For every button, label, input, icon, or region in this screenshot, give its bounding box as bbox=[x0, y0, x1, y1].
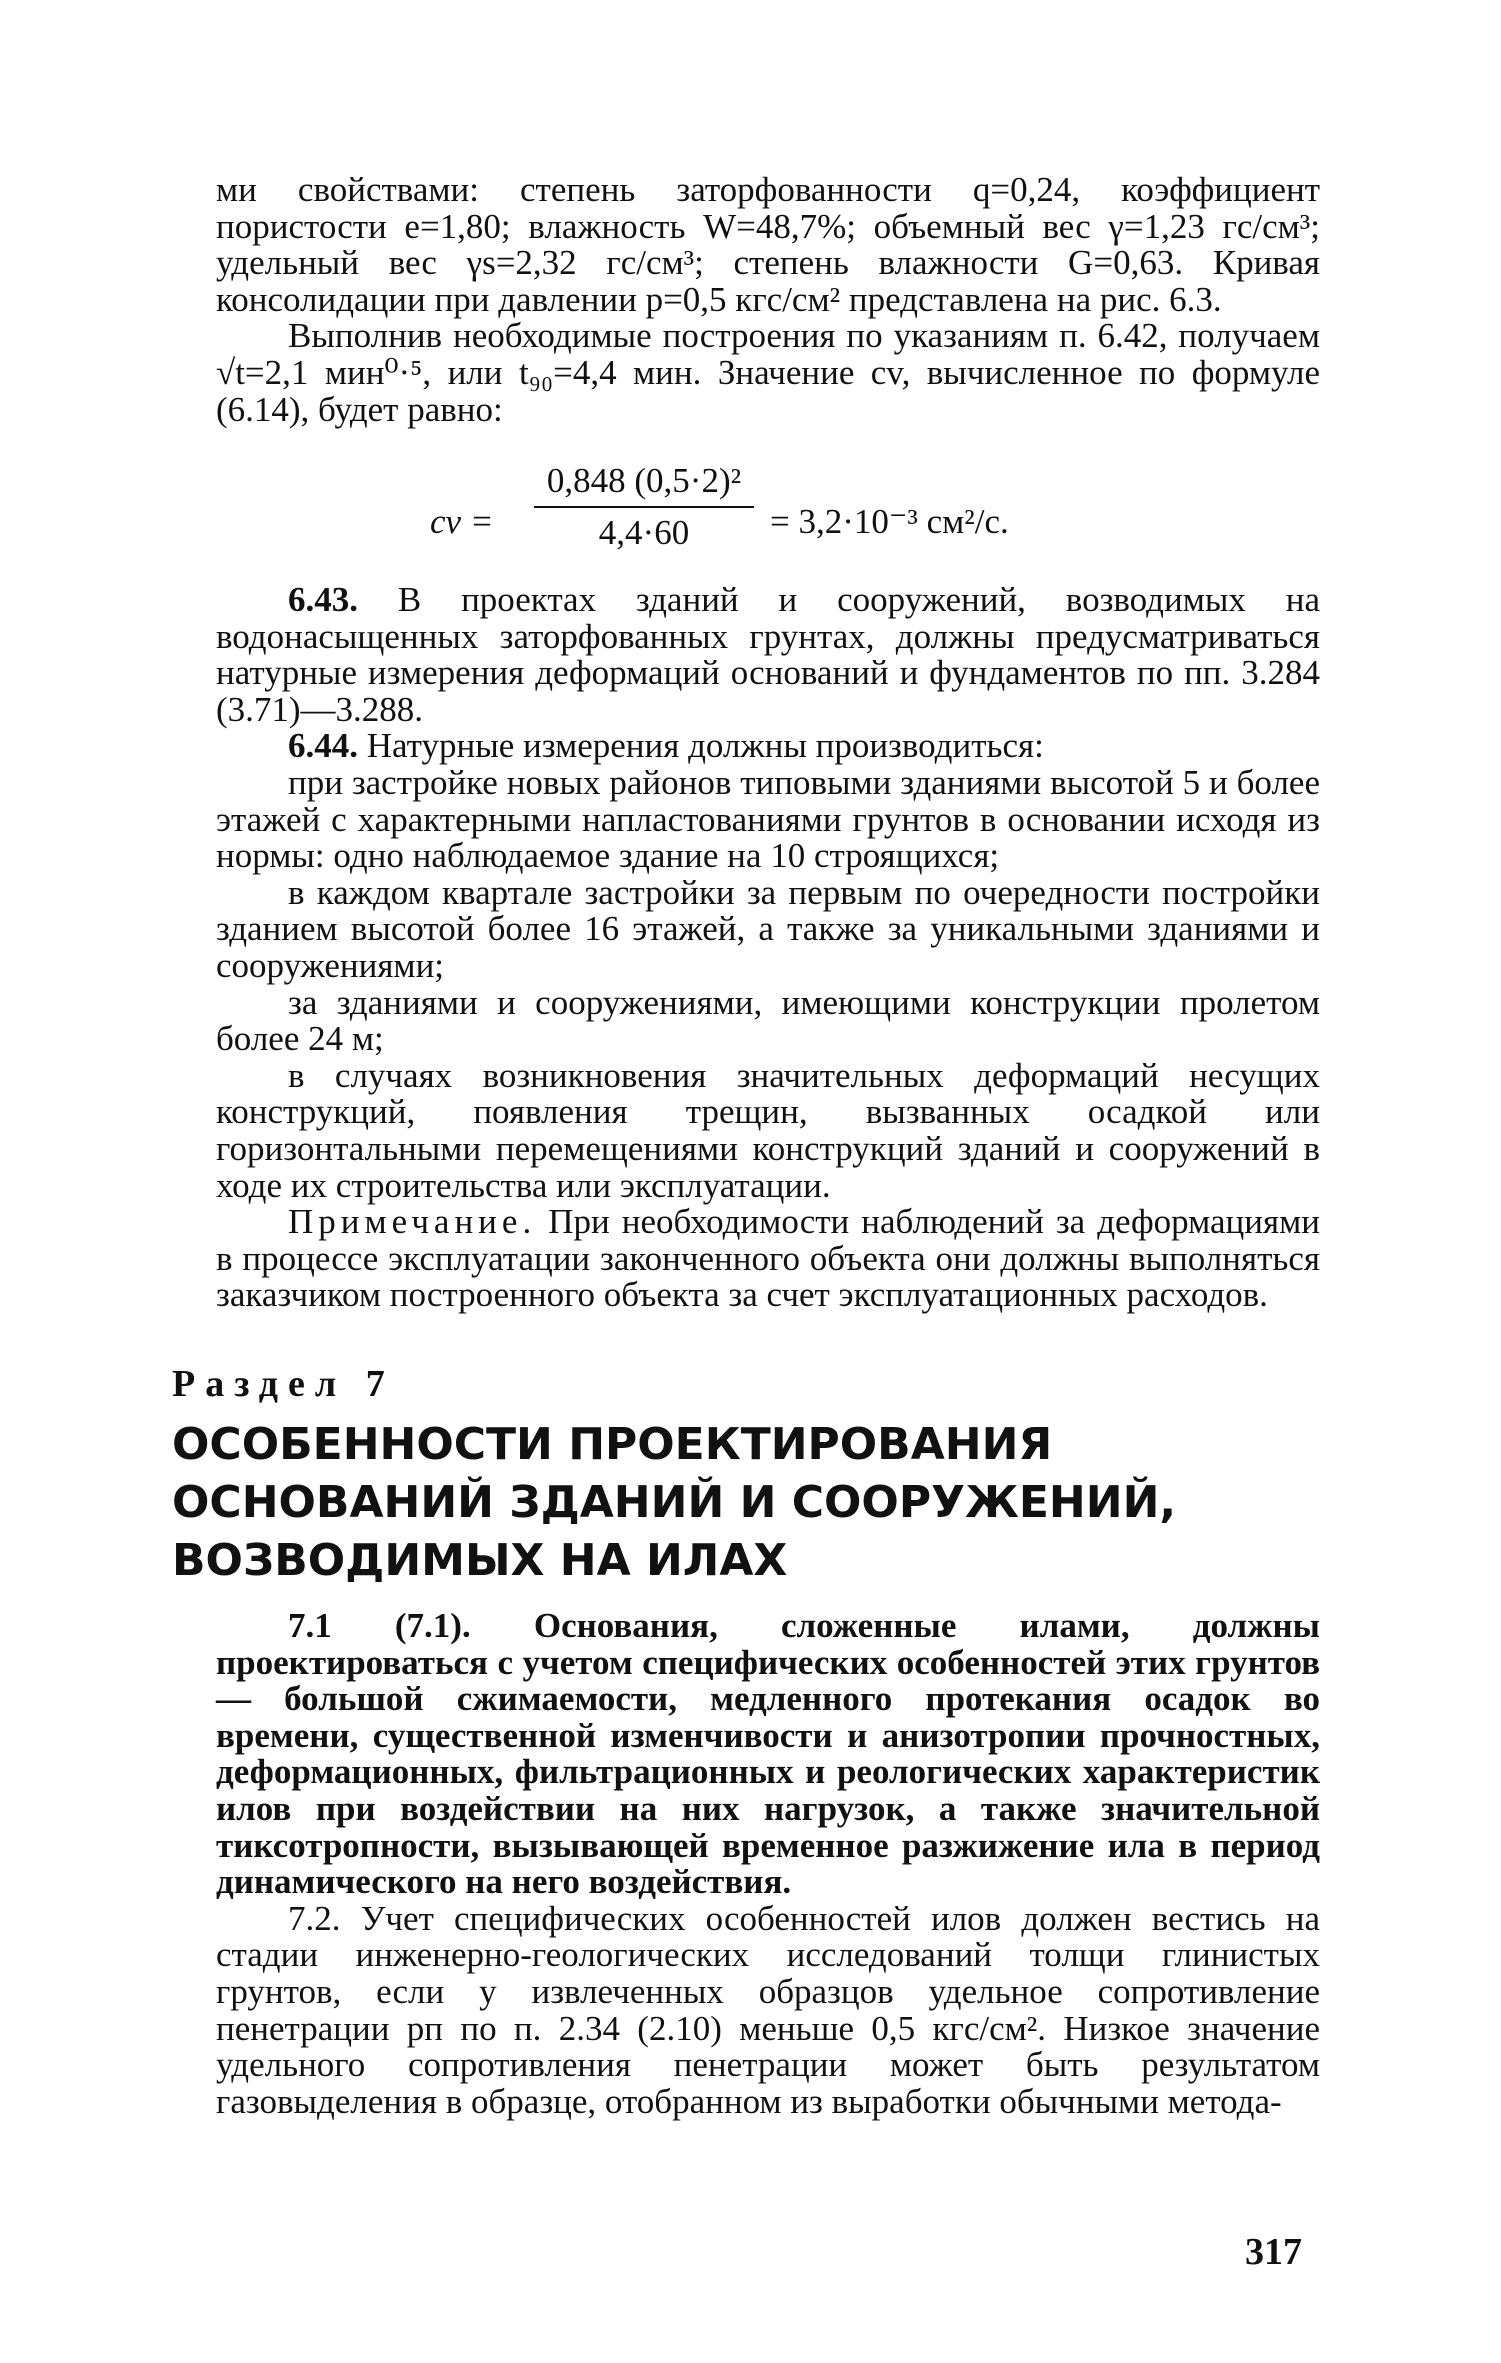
paragraph-properties: ми свойствами: степень заторфованности q=0,24, коэффициент пористости е=1,80; влажность W=48,7%; объемный вес γ=1,23 гс/см³; удельный вес γs=2,32 гс/см³; степень влажности G=0,63. Кривая консолидации при давлении p=0,5 кгс/см² представлена на рис. 6.3. bbox=[216, 170, 1320, 319]
formula-lhs: cv = bbox=[430, 502, 494, 541]
formula-fraction bbox=[534, 460, 754, 554]
heading-line: ВОЗВОДИМЫХ НА ИЛАХ bbox=[172, 1535, 788, 1586]
section-7-text bbox=[216, 1608, 1320, 2120]
formula-numerator: 0,848 (0,5·2)² bbox=[546, 461, 742, 500]
heading-line: ОСНОВАНИЙ ЗДАНИЙ И СООРУЖЕНИЙ, bbox=[172, 1477, 1177, 1528]
paragraph-text: Учет специфических особенностей илов должен вестись на стадии инженерно-геологических исследований толщи глинистых грунтов, если у извлеченных образцов удельное сопротивление пенетрации pп по п. 2.34 (2.10) меньше 0,5 кгс/см². Низкое значение удельного сопротивления пенетрации может быть результатом газовыделения в образце, отобранном из выработки обычными метода- bbox=[216, 1898, 1320, 2121]
page-number: 317 bbox=[1245, 2231, 1302, 2273]
paragraph-number: 6.43. bbox=[288, 580, 358, 619]
paragraph-number: 7.2. bbox=[288, 1898, 341, 1938]
paragraph-text: В проектах зданий и сооружений, возводимых на водонасыщенных заторфованных грунтах, должны предусматриваться натурные измерения деформаций оснований и фундаментов по пп. 3.284 (3.71)—3.288. bbox=[216, 580, 1321, 729]
section-label: Раздел 7 bbox=[172, 1363, 395, 1405]
list-item: в каждом квартале застройки за первым по очередности постройки зданием высотой более 16 этажей, а также за уникальными зданиями и сооружениями; bbox=[216, 872, 1320, 985]
paragraph-7-1: 7.1 (7.1). Основания, сложенные илами, должны проектироваться с учетом специфических особенностей этих грунтов — большой сжимаемости, медленного протекания осадок во времени, существенной изменчивости и анизотропии прочностных, деформационных, фильтрационных и реологических характеристик илов при воздействии на них нагрузок, а также значительной тиксотропности, вызывающей временное разжижение ила в период динамического на него воздействия. bbox=[216, 1606, 1320, 1902]
paragraph-6-43 bbox=[216, 582, 1320, 728]
top-text-block bbox=[216, 172, 1320, 428]
section-6-text bbox=[216, 582, 1320, 1314]
list-item: при застройке новых районов типовыми зданиями высотой 5 и более этажей с характерными напластованиями грунтов в основании исходя из нормы: одно наблюдаемое здание на 10 строящихся; bbox=[216, 762, 1320, 876]
fraction-bar bbox=[534, 506, 754, 508]
heading-line: ОСОБЕННОСТИ ПРОЕКТИРОВАНИЯ bbox=[172, 1419, 1053, 1470]
paragraph-text: Натурные измерения должны производиться: bbox=[366, 726, 1044, 766]
paragraph-6-44 bbox=[216, 728, 1320, 765]
consolidation-formula bbox=[430, 460, 1330, 590]
note-paragraph bbox=[216, 1204, 1320, 1314]
note-text: При необходимости наблюдений за деформациями в процессе эксплуатации законченного объекта они должны выполняться заказчиком построенного объекта за счет эксплуатационных расходов. bbox=[216, 1202, 1320, 1315]
section-heading bbox=[172, 1416, 1322, 1590]
list-item: в случаях возникновения значительных деформаций несущих конструкций, появления трещин, вызванных осадкой или горизонтальными перемещениями конструкций зданий и сооружений в ходе их строительства или эксплуатации. bbox=[216, 1055, 1320, 1205]
paragraph-7-2 bbox=[216, 1898, 1320, 2121]
note-label: Примечание. bbox=[288, 1202, 537, 1242]
formula-rhs: = 3,2·10⁻³ см²/с. bbox=[770, 502, 1009, 541]
paragraph-calculation-intro: Выполнив необходимые построения по указаниям п. 6.42, получаем √t=2,1 мин⁰·⁵, или t₉₀=4,4 мин. Значение cv, вычисленное по формуле (6.14), будет равно: bbox=[216, 316, 1320, 429]
formula-denominator: 4,4·60 bbox=[598, 513, 690, 552]
list-item: за зданиями и сооружениями, имеющими конструкции пролетом более 24 м; bbox=[216, 982, 1320, 1059]
paragraph-number: 6.44. bbox=[288, 726, 358, 766]
